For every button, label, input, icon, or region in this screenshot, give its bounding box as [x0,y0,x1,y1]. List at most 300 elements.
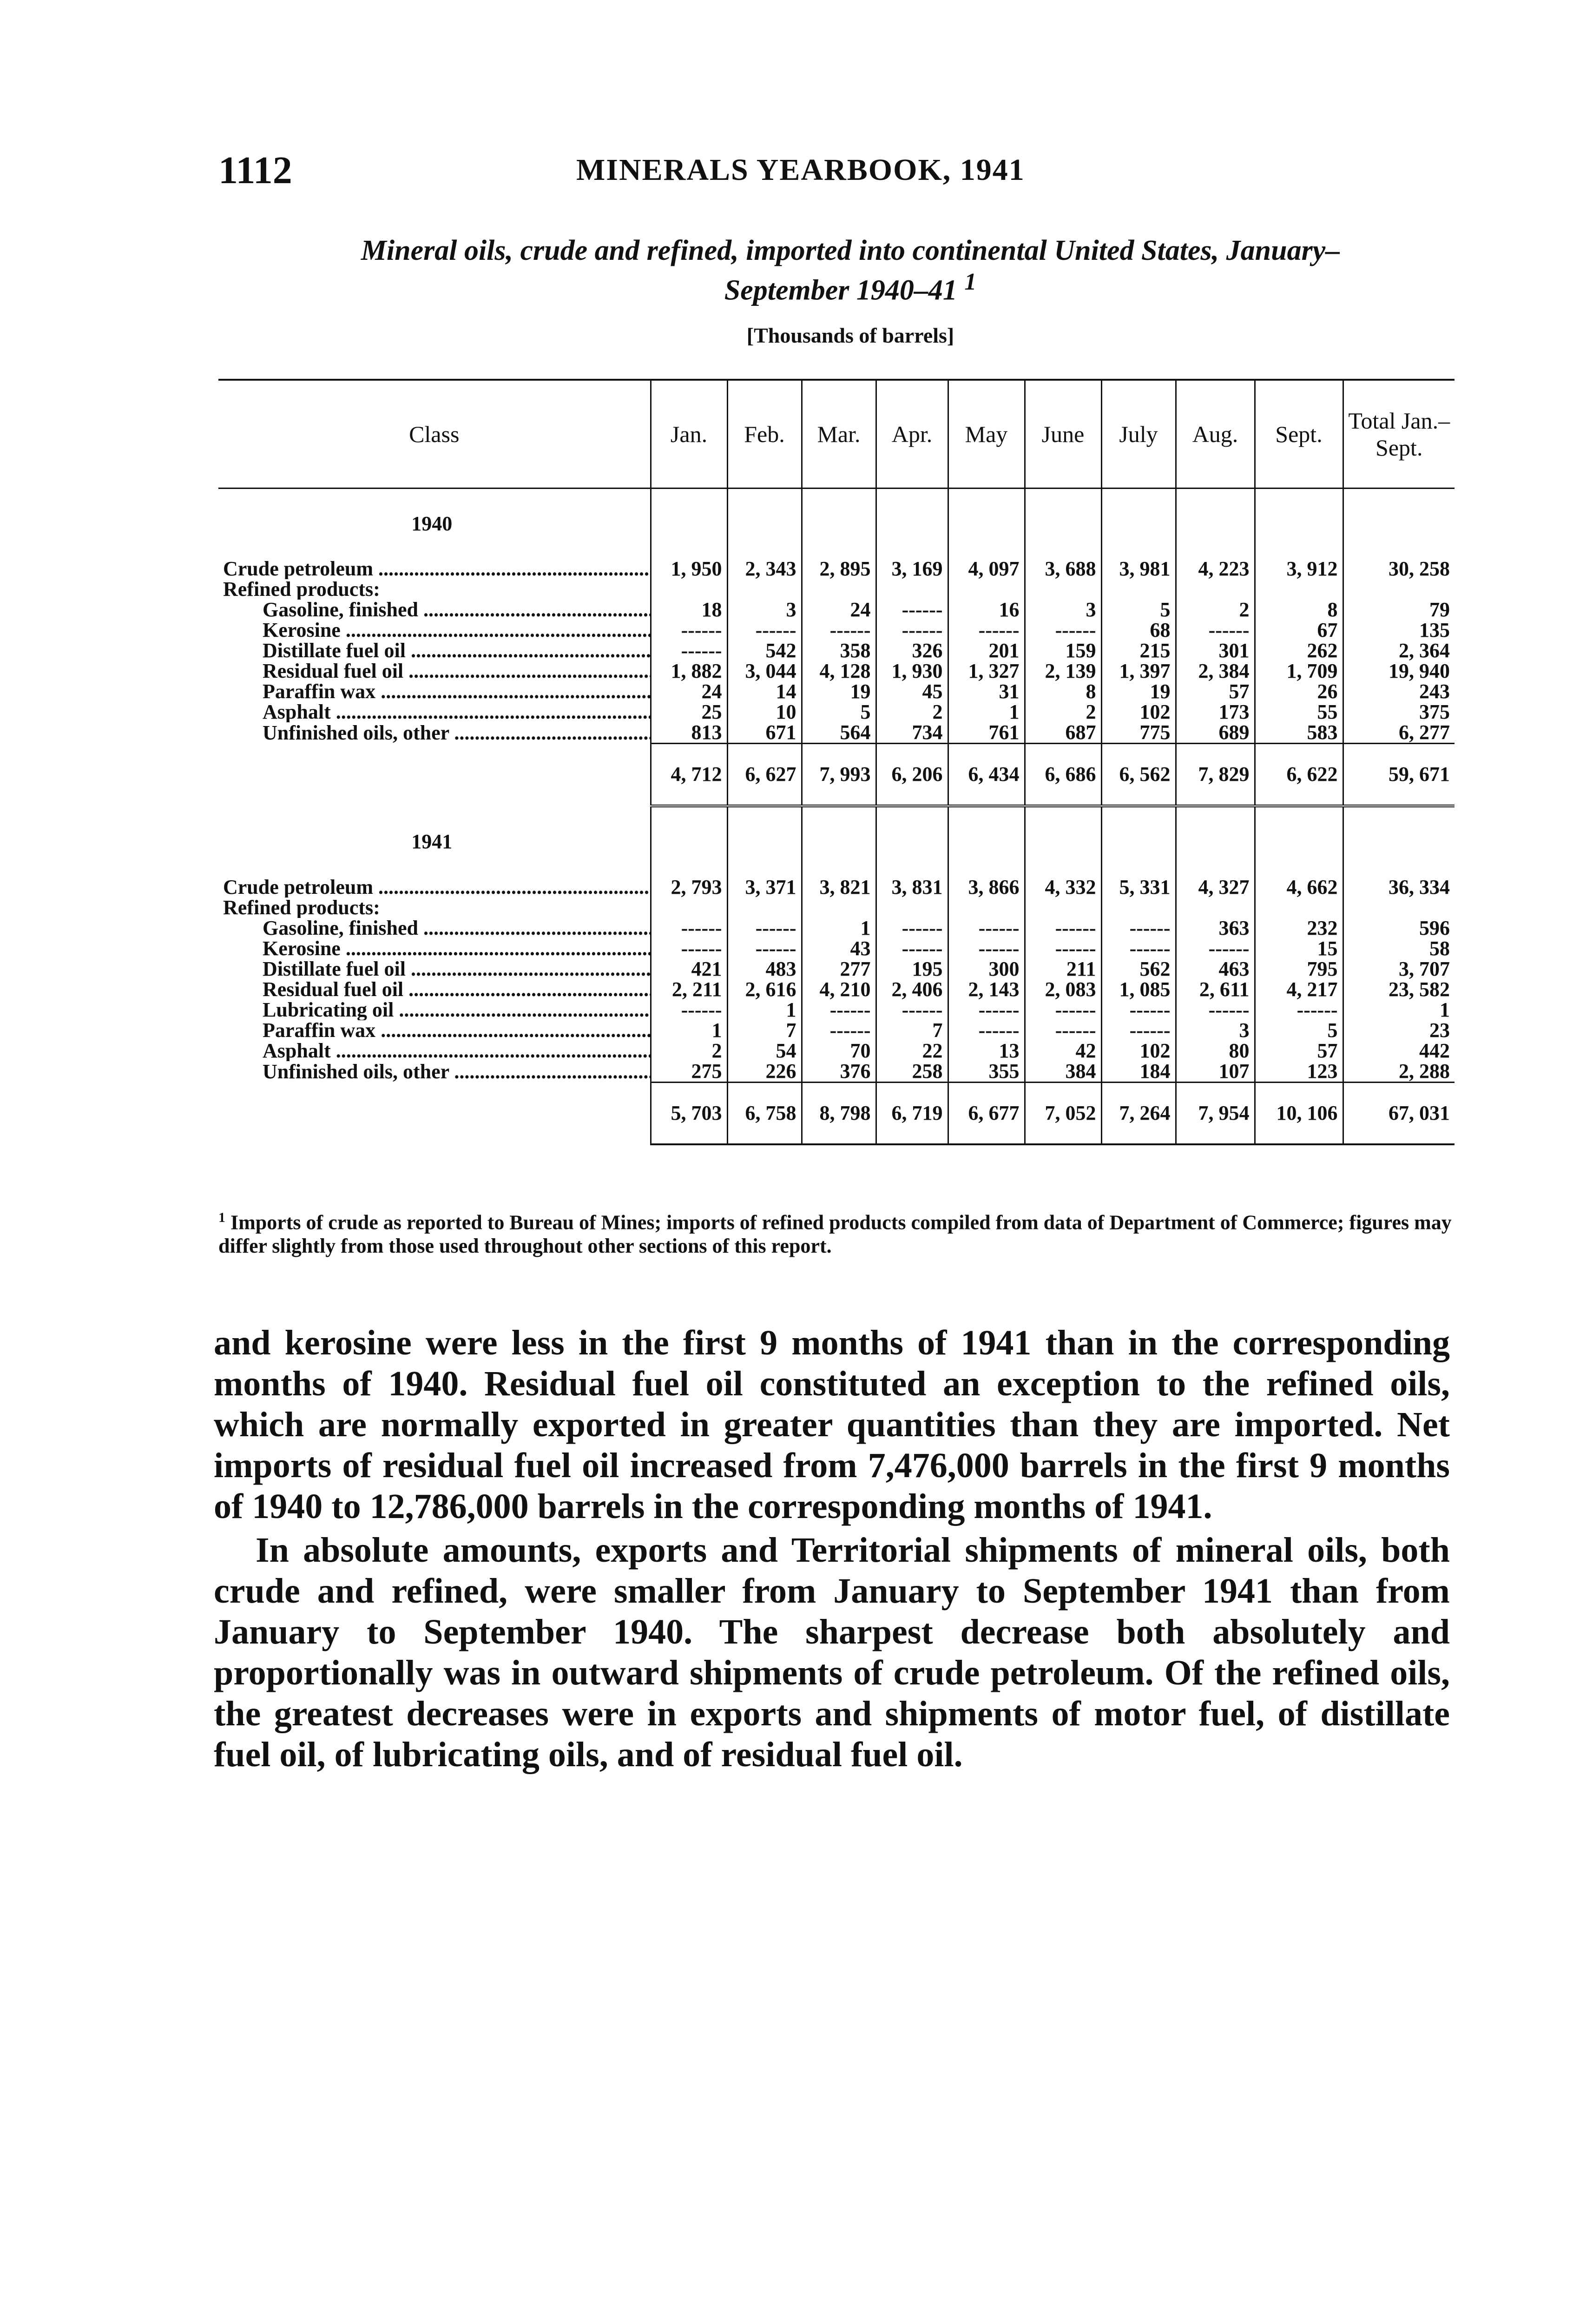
table-cell: ------ [876,1000,948,1020]
table-cell: 2, 083 [1025,979,1101,1000]
table-cell [876,898,948,918]
table-cell: ------ [1101,938,1176,959]
row-label [218,722,651,744]
table-cell: 326 [876,640,948,661]
row-label-text: Unfinished oils, other ..... [263,722,651,744]
table-cell: 173 [1176,702,1255,722]
column-header: July [1101,380,1176,489]
table-cell [651,579,727,600]
body-paragraph-1: and kerosine were less in the first 9 months of 1941 than in the corresponding months of 1940. Residual fuel oil constituted an exception to the refined oils, which are normally exported in greater quantities than they are imported. Net imports of residual fuel oil increased from 7,476,000 barrels in the first 9 months of 1940 to 12,786,000 barrels in the corresponding months of 1941. [214,1323,1450,1526]
table-cell: 23 [1343,1020,1454,1041]
table-cell: ------ [802,1000,876,1020]
header-row [218,380,1454,489]
table-cell: 123 [1255,1061,1343,1083]
table-cell [1025,579,1101,600]
table-cell: 277 [802,959,876,979]
total-cell: 6, 434 [948,744,1025,806]
row-label-text: Paraffin wax ..... [263,681,651,702]
table-cell: 3, 866 [948,877,1025,898]
footnote-mark: 1 [218,1210,225,1225]
table-cell: 3, 044 [727,661,802,681]
table-row [218,661,1454,681]
row-label [218,1000,651,1020]
table-cell: 243 [1343,681,1454,702]
table-cell: 355 [948,1061,1025,1083]
table-cell: 3, 981 [1101,559,1176,579]
table-cell: 25 [651,702,727,722]
footnote-text: Imports of crude as reported to Bureau of Mines; imports of refined products compiled from data of Department of Commerce; figures may differ slightly from those used throughout other sections of this report. [218,1211,1452,1257]
table-cell: 1 [727,1000,802,1020]
table-cell: ------ [1025,1020,1101,1041]
table-row [218,702,1454,722]
table-row [218,722,1454,744]
table-cell: 36, 334 [1343,877,1454,898]
table-cell: 31 [948,681,1025,702]
table-cell: ------ [1025,938,1101,959]
table-cell: 26 [1255,681,1343,702]
table-cell: 1 [802,918,876,938]
table-cell: 671 [727,722,802,744]
table-cell: 3, 371 [727,877,802,898]
empty-cell [1255,806,1343,877]
table-cell [1255,898,1343,918]
table-cell: ------ [651,640,727,661]
row-label-text: Kerosine ..... [263,620,651,640]
table-cell: 1 [1343,1000,1454,1020]
total-cell: 4, 712 [651,744,727,806]
row-label [218,702,651,722]
table-row [218,898,1454,918]
table-cell: ------ [948,918,1025,938]
table-cell: 5, 331 [1101,877,1176,898]
empty-cell [1101,806,1176,877]
table-cell: 376 [802,1061,876,1083]
empty-cell [1343,806,1454,877]
table-cell: 45 [876,681,948,702]
caption-line-1: Mineral oils, crude and refined, imported into continental United States, January– [361,235,1340,266]
table-cell: 226 [727,1061,802,1083]
table-cell: ------ [651,918,727,938]
table-cell: 442 [1343,1041,1454,1061]
empty-cell [948,489,1025,559]
page-header [218,148,1389,204]
table-footnote [218,1206,1454,1258]
table-cell: 4, 217 [1255,979,1343,1000]
row-label [218,938,651,959]
table-cell [727,898,802,918]
table-cell: 57 [1176,681,1255,702]
table-cell: 2, 364 [1343,640,1454,661]
table-row [218,1000,1454,1020]
table-cell: 13 [948,1041,1025,1061]
table-cell: 14 [727,681,802,702]
table-cell: 4, 097 [948,559,1025,579]
table-cell: 3 [727,600,802,620]
row-label [218,1020,651,1041]
empty-cell [1101,489,1176,559]
empty-cell [1176,806,1255,877]
imports-table [218,379,1454,1145]
row-label-text: Gasoline, finished ..... [263,918,651,938]
table-cell: 2, 343 [727,559,802,579]
row-label [218,681,651,702]
table-cell: 542 [727,640,802,661]
caption-line-2: September 1940–41 $^1$ [724,269,977,306]
table-row [218,600,1454,620]
table-cell: 1, 085 [1101,979,1176,1000]
row-label-text: Gasoline, finished ..... [263,600,651,620]
table-cell: 258 [876,1061,948,1083]
table-row [218,938,1454,959]
table-cell [1343,898,1454,918]
table-cell: 24 [802,600,876,620]
total-cell: 8, 798 [802,1083,876,1145]
caption-footnote-mark: 1 [964,269,977,295]
table-cell: 201 [948,640,1025,661]
table-cell: 8 [1025,681,1101,702]
row-label [218,898,651,918]
table-cell: ------ [948,938,1025,959]
table-cell: 67 [1255,620,1343,640]
table-cell: 463 [1176,959,1255,979]
total-cell: 6, 622 [1255,744,1343,806]
table-cell: 687 [1025,722,1101,744]
table-units: [Thousands of barrels] [746,324,954,347]
table-cell: 232 [1255,918,1343,938]
empty-cell [802,806,876,877]
row-label-text: Lubricating oil ..... [263,1000,651,1020]
table-cell: ------ [1025,918,1101,938]
table-cell: 2, 384 [1176,661,1255,681]
total-cell: 7, 264 [1101,1083,1176,1145]
year-row [218,489,1454,559]
table-cell: 583 [1255,722,1343,744]
empty-cell [948,806,1025,877]
table-cell: 3, 169 [876,559,948,579]
table-cell: 2, 895 [802,559,876,579]
table-body [218,489,1454,1145]
table-cell: ------ [1101,1020,1176,1041]
table-cell: 301 [1176,640,1255,661]
row-label [218,559,651,579]
table-cell: ------ [1176,620,1255,640]
table-cell [948,898,1025,918]
table-cell: 813 [651,722,727,744]
section-year: 1940 [411,512,453,535]
total-row [218,744,1454,806]
column-header: Aug. [1176,380,1255,489]
table-cell: ------ [1255,1000,1343,1020]
table-cell: 19 [802,681,876,702]
table-cell: 3, 821 [802,877,876,898]
table-row [218,620,1454,640]
table-row [218,918,1454,938]
row-label-text: Asphalt ..... [263,1041,651,1061]
total-cell: 6, 758 [727,1083,802,1145]
table-cell: 2, 211 [651,979,727,1000]
table-cell: ------ [1101,1000,1176,1020]
row-label [218,979,651,1000]
row-label-text: Refined products: [223,579,380,600]
column-header: Apr. [876,380,948,489]
total-cell: 7, 993 [802,744,876,806]
table-cell: 562 [1101,959,1176,979]
row-label [218,959,651,979]
table-cell: 19, 940 [1343,661,1454,681]
row-label [218,579,651,600]
running-title: MINERALS YEARBOOK, 1941 [576,153,1025,187]
row-label-text: Crude petroleum ..... [223,559,651,579]
total-cell: 5, 703 [651,1083,727,1145]
table-cell: 70 [802,1041,876,1061]
table-cell [1176,898,1255,918]
empty-cell [727,489,802,559]
column-header: Feb. [727,380,802,489]
table-cell [1101,579,1176,600]
table-row [218,1020,1454,1041]
table-cell: 79 [1343,600,1454,620]
table-row [218,681,1454,702]
table-cell: 384 [1025,1061,1101,1083]
row-label-text: Refined products: [223,898,380,918]
column-header: Sept. [1255,380,1343,489]
row-label-text: Residual fuel oil ..... [263,661,651,681]
table-cell: ------ [651,620,727,640]
row-label [218,620,651,640]
table-cell: 19 [1101,681,1176,702]
table-cell: ------ [802,620,876,640]
total-cell: 6, 627 [727,744,802,806]
table-cell [1101,898,1176,918]
table-cell: 2, 616 [727,979,802,1000]
total-cell: 6, 686 [1025,744,1101,806]
table-cell: 689 [1176,722,1255,744]
row-label [218,661,651,681]
table-cell: 1, 882 [651,661,727,681]
table-cell: 195 [876,959,948,979]
table-cell: ------ [876,918,948,938]
table-cell: 4, 128 [802,661,876,681]
table-cell: 1, 930 [876,661,948,681]
table-cell: ------ [1176,938,1255,959]
total-row [218,1083,1454,1145]
table-cell: ------ [1025,620,1101,640]
table-row [218,1061,1454,1083]
total-cell: 7, 829 [1176,744,1255,806]
row-label-text: Residual fuel oil ..... [263,979,651,1000]
table-row [218,579,1454,600]
column-header-class: Class [218,380,651,489]
section-year: 1941 [411,830,453,853]
table-cell: ------ [948,1000,1025,1020]
table-cell: 3, 912 [1255,559,1343,579]
table-cell: 1, 709 [1255,661,1343,681]
total-cell: 59, 671 [1343,744,1454,806]
table-cell [1255,579,1343,600]
table-cell: 1, 327 [948,661,1025,681]
table-cell: 2, 288 [1343,1061,1454,1083]
table-row [218,559,1454,579]
table-cell: 3, 831 [876,877,948,898]
row-label-text: Kerosine ..... [263,938,651,959]
table-cell: ------ [727,938,802,959]
row-label-text: Unfinished oils, other ..... [263,1061,651,1083]
table-row [218,640,1454,661]
body-text [214,1322,1450,1775]
table-cell: 55 [1255,702,1343,722]
table-caption [214,235,1487,306]
empty-cell [802,489,876,559]
table-cell: ------ [948,620,1025,640]
total-cell: 6, 677 [948,1083,1025,1145]
table-cell: 18 [651,600,727,620]
table-cell: 2 [651,1041,727,1061]
table-cell: ------ [802,1020,876,1041]
table-cell: ------ [1101,918,1176,938]
table-cell: 2, 143 [948,979,1025,1000]
total-cell: 10, 106 [1255,1083,1343,1145]
total-label [218,744,651,806]
table-cell [651,898,727,918]
table-cell: 16 [948,600,1025,620]
table-cell: 23, 582 [1343,979,1454,1000]
table-row [218,959,1454,979]
table-cell: 102 [1101,1041,1176,1061]
empty-cell [1025,489,1101,559]
table-cell: 184 [1101,1061,1176,1083]
row-label [218,918,651,938]
table-cell [876,579,948,600]
table-cell: 2, 139 [1025,661,1101,681]
table-cell: ------ [876,938,948,959]
table-cell [802,579,876,600]
table-cell: 2 [1176,600,1255,620]
empty-cell [1176,489,1255,559]
table-cell [1025,898,1101,918]
empty-cell [727,806,802,877]
table-cell: 4, 327 [1176,877,1255,898]
table-cell: 30, 258 [1343,559,1454,579]
table-cell: 54 [727,1041,802,1061]
row-label [218,1041,651,1061]
table-cell: 3 [1025,600,1101,620]
table-row [218,877,1454,898]
table-row [218,1041,1454,1061]
page-number: 1112 [218,149,292,192]
table-cell: ------ [948,1020,1025,1041]
table-cell: 4, 223 [1176,559,1255,579]
table-cell: 7 [727,1020,802,1041]
empty-cell [651,489,727,559]
row-label-text: Distillate fuel oil ..... [263,959,651,979]
table-cell: ------ [651,1000,727,1020]
table-cell: 775 [1101,722,1176,744]
table-cell: 58 [1343,938,1454,959]
table-cell: 2 [876,702,948,722]
table-cell: ------ [727,918,802,938]
empty-cell [1025,806,1101,877]
table-cell: 7 [876,1020,948,1041]
table-cell: 5 [1101,600,1176,620]
table-cell: 4, 662 [1255,877,1343,898]
table-cell: ------ [876,600,948,620]
table-cell: 42 [1025,1041,1101,1061]
row-label-text: Distillate fuel oil ..... [263,640,651,661]
table-cell: 2, 406 [876,979,948,1000]
table-cell: 10 [727,702,802,722]
table-cell: 1, 397 [1101,661,1176,681]
table-cell: 211 [1025,959,1101,979]
table-cell: 421 [651,959,727,979]
empty-cell [876,806,948,877]
table-cell: 275 [651,1061,727,1083]
total-cell: 6, 206 [876,744,948,806]
table-cell: 262 [1255,640,1343,661]
table-cell: 375 [1343,702,1454,722]
row-label-text: Paraffin wax ..... [263,1020,651,1041]
table-cell: 43 [802,938,876,959]
total-cell: 67, 031 [1343,1083,1454,1145]
total-cell: 6, 719 [876,1083,948,1145]
row-label [218,1061,651,1083]
table-cell: 6, 277 [1343,722,1454,744]
table-cell: 596 [1343,918,1454,938]
table-cell: 564 [802,722,876,744]
table-cell: 22 [876,1041,948,1061]
table-cell: 358 [802,640,876,661]
table-cell: 5 [802,702,876,722]
column-header: Mar. [802,380,876,489]
table-cell: 3 [1176,1020,1255,1041]
body-paragraph-2: In absolute amounts, exports and Territorial shipments of mineral oils, both crude and refined, were smaller from January to September 1941 than from January to September 1940. The sharpest decrease both absolutely and proportionally was in outward shipments of crude petroleum. Of the refined oils, the greatest decreases were in exports and shipments of motor fuel, of distillate fuel oil, of lubricating oils, and of residual fuel oil. [214,1531,1450,1774]
table-cell: 300 [948,959,1025,979]
table-cell: 2 [1025,702,1101,722]
table-cell: 4, 332 [1025,877,1101,898]
table-cell: 3, 707 [1343,959,1454,979]
table-cell: ------ [1176,1000,1255,1020]
table-cell: 8 [1255,600,1343,620]
row-label [218,640,651,661]
table-cell: 483 [727,959,802,979]
row-label [218,600,651,620]
table-cell: 1, 950 [651,559,727,579]
row-label-text: Crude petroleum ..... [223,877,651,898]
table-cell [1176,579,1255,600]
table-cell: 2, 611 [1176,979,1255,1000]
table-cell: 3, 688 [1025,559,1101,579]
table-cell: 761 [948,722,1025,744]
table-cell [802,898,876,918]
year-row [218,806,1454,877]
column-header: Jan. [651,380,727,489]
table-cell: 795 [1255,959,1343,979]
table-cell: 734 [876,722,948,744]
total-cell: 7, 954 [1176,1083,1255,1145]
table-cell [948,579,1025,600]
table-cell: 1 [651,1020,727,1041]
table-cell: 107 [1176,1061,1255,1083]
table-cell: 80 [1176,1041,1255,1061]
table-cell: 15 [1255,938,1343,959]
column-header: May [948,380,1025,489]
table-cell: 2, 793 [651,877,727,898]
table-cell: 135 [1343,620,1454,640]
row-label-text: Asphalt ..... [263,702,651,722]
empty-cell [876,489,948,559]
table-cell [1343,579,1454,600]
table-cell: ------ [876,620,948,640]
table-cell: 24 [651,681,727,702]
